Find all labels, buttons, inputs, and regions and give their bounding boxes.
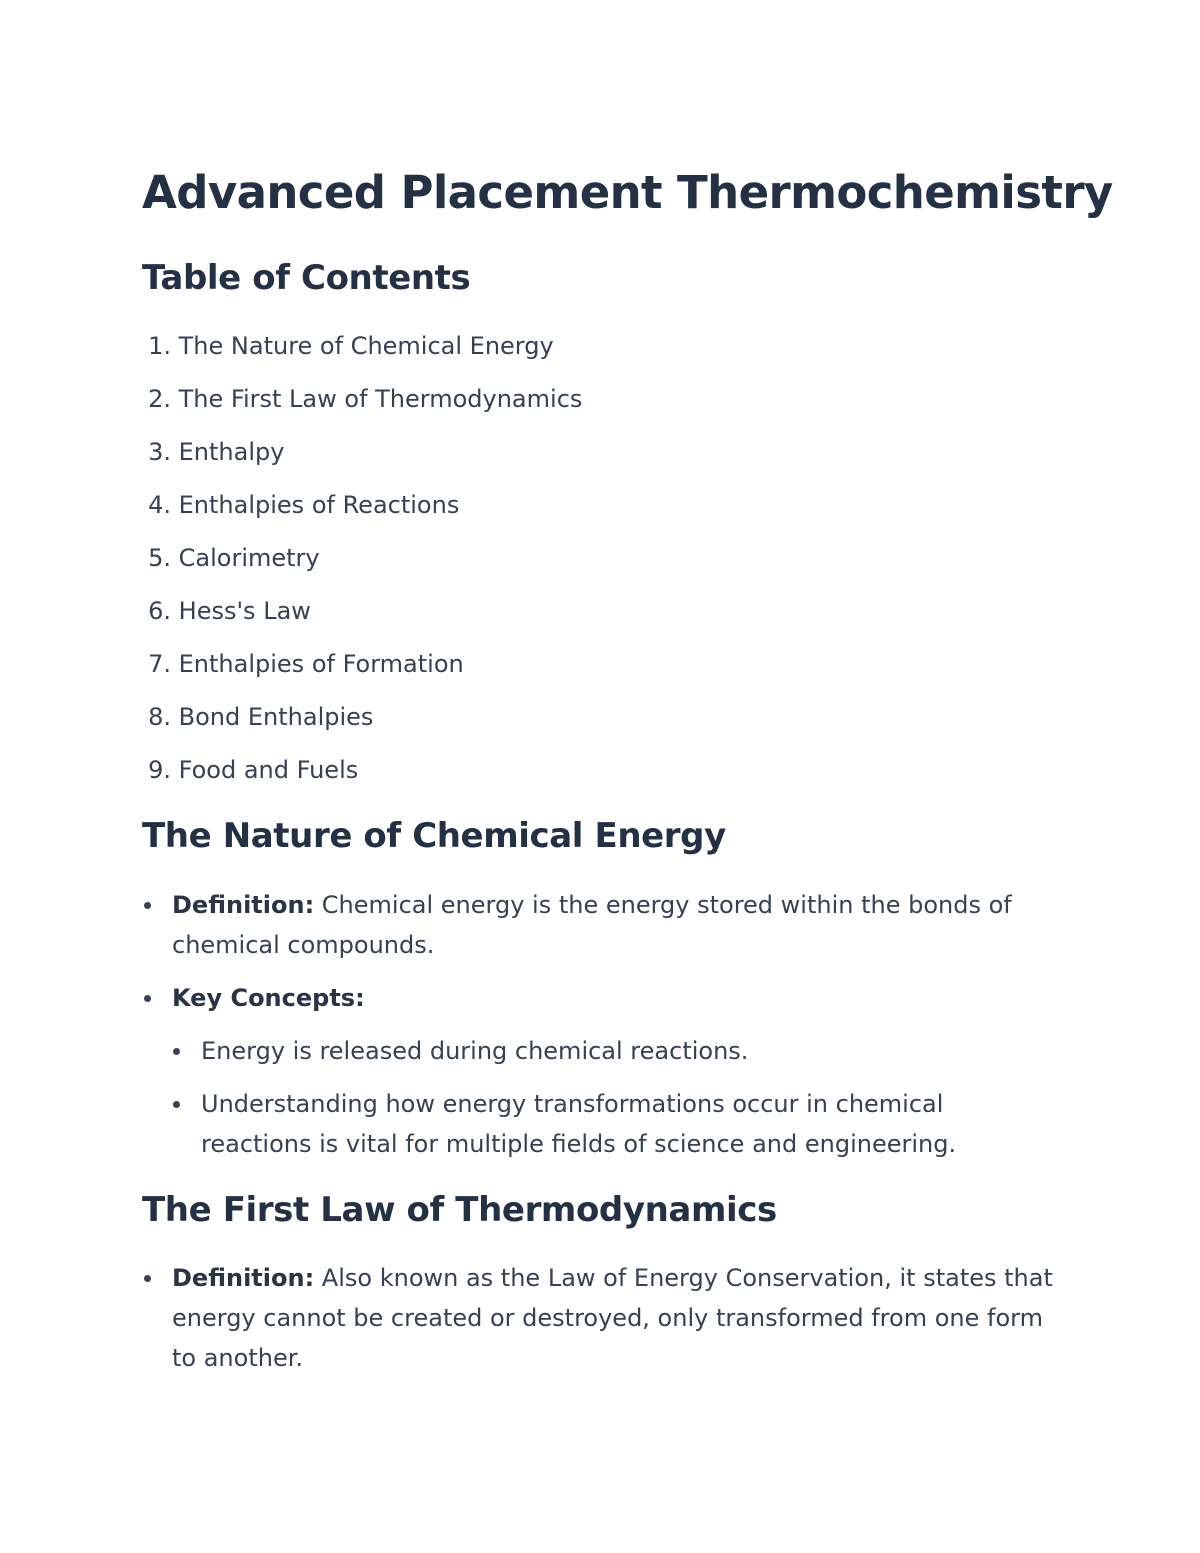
toc-item-label: Hess's Law — [178, 597, 311, 625]
toc-item-number: 6. — [148, 597, 171, 625]
toc-item-label: Food and Fuels — [178, 756, 359, 784]
sub-bullet — [201, 1084, 1001, 1164]
definition-text: Also known as the Law of Energy Conservation, it states that energy cannot be created or destroyed, only transformed from one form to another. — [172, 1264, 1053, 1372]
definition-label: Definition: — [172, 891, 315, 919]
toc-item — [142, 649, 464, 679]
sub-bullet-text: Understanding how energy transformations occur in chemical reactions is vital for multiple fields of science and engineering. — [201, 1090, 957, 1158]
toc-item-number: 1. — [148, 332, 171, 360]
bullet-dot — [144, 995, 151, 1002]
toc-item — [142, 596, 311, 626]
toc-item-label: Enthalpies of Reactions — [178, 491, 460, 519]
toc-item-label: The Nature of Chemical Energy — [178, 332, 554, 360]
key-concepts-label: Key Concepts: — [172, 984, 365, 1012]
toc-item-number: 8. — [148, 703, 171, 731]
toc-item-number: 5. — [148, 544, 171, 572]
toc-item — [142, 702, 373, 732]
bullet-dot — [144, 1275, 151, 1282]
toc-item — [142, 755, 358, 785]
toc-item-number: 9. — [148, 756, 171, 784]
toc-heading: Table of Contents — [142, 258, 471, 298]
definition-text: Chemical energy is the energy stored within the bonds of chemical compounds. — [172, 891, 1012, 959]
toc-item — [142, 490, 459, 520]
definition-bullet — [172, 885, 1052, 965]
bullet-dot — [144, 902, 151, 909]
sub-bullet-text: Energy is released during chemical reactions. — [201, 1037, 749, 1065]
toc-item-label: Enthalpy — [178, 438, 285, 466]
toc-item — [142, 331, 554, 361]
toc-item-number: 4. — [148, 491, 171, 519]
toc-item-label: Calorimetry — [178, 544, 320, 572]
definition-label: Definition: — [172, 1264, 315, 1292]
toc-item-number: 7. — [148, 650, 171, 678]
toc-item-label: The First Law of Thermodynamics — [178, 385, 583, 413]
sub-bullet — [201, 1031, 1051, 1071]
toc-item-number: 3. — [148, 438, 171, 466]
toc-item-number: 2. — [148, 385, 171, 413]
toc-item-label: Bond Enthalpies — [178, 703, 374, 731]
toc-item-label: Enthalpies of Formation — [178, 650, 464, 678]
bullet-dot — [173, 1048, 180, 1055]
toc-item — [142, 384, 582, 414]
bullet-dot — [173, 1101, 180, 1108]
toc-item — [142, 543, 320, 573]
toc-item — [142, 437, 284, 467]
definition-bullet — [172, 1258, 1072, 1378]
document-title: Advanced Placement Thermochemistry — [142, 166, 1113, 219]
section-heading: The Nature of Chemical Energy — [142, 816, 726, 856]
section-heading: The First Law of Thermodynamics — [142, 1190, 777, 1230]
key-concepts-bullet — [172, 978, 1052, 1018]
